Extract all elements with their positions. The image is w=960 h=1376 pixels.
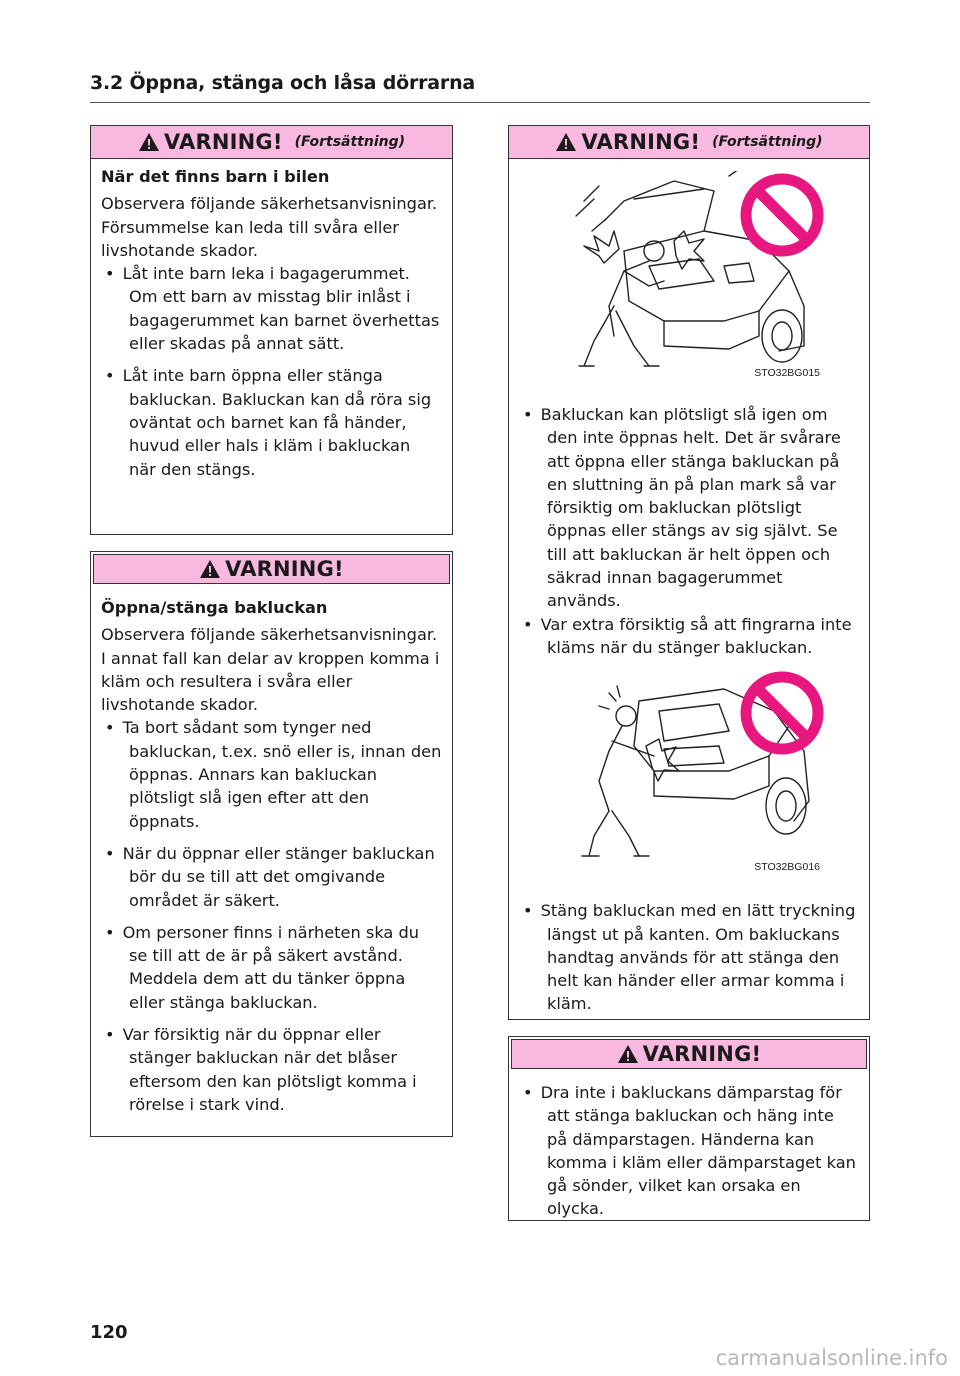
bullet-list bbox=[519, 1081, 859, 1221]
list-item: • Om personer finns i närheten ska du se till att de är på säkert avstånd. Meddela dem att du tänker öppna eller stänga bakluckan. bbox=[101, 921, 442, 1014]
illustration-tailgate-slam bbox=[554, 171, 824, 381]
list-item: • Låt inte barn leka i bagagerummet. Om ett barn av misstag blir inlåst i bagagerummet kan barnet överhettas eller skadas på annat sätt. bbox=[101, 262, 442, 355]
list-item: • Dra inte i bakluckans dämparstag för att stänga bakluckan och häng inte på dämparstagen. Händerna kan komma i kläm eller dämparstaget kan gå sönder, vilket kan orsaka en olycka. bbox=[519, 1081, 859, 1221]
warning-label: VARNING! bbox=[581, 130, 701, 154]
bullet-list bbox=[519, 403, 859, 659]
warning-label: VARNING! bbox=[225, 557, 344, 581]
section-title: 3.2 Öppna, stänga och låsa dörrarna bbox=[90, 72, 476, 94]
watermark[interactable]: carmanualsonline.info bbox=[715, 1346, 948, 1370]
list-item: • När du öppnar eller stänger bakluckan bör du se till att det omgivande området är säkert. bbox=[101, 842, 442, 912]
warning-label: VARNING! bbox=[642, 1042, 762, 1066]
list-item: • Var extra försiktig så att fingrarna inte kläms när du stänger bakluckan. bbox=[519, 613, 859, 660]
warning-box-tailgate-continued bbox=[508, 125, 870, 1020]
car-rear-person-illustration bbox=[554, 671, 824, 861]
bullet-list bbox=[101, 262, 442, 481]
box-intro: Observera följande säkerhetsanvisningar. I annat fall kan delar av kroppen komma i kläm och resultera i svåra eller livshotande skador. bbox=[101, 625, 440, 715]
prohibition-sign-icon bbox=[746, 677, 818, 749]
warning-label: VARNING! bbox=[163, 130, 283, 154]
bullet-list bbox=[101, 716, 442, 1116]
prohibition-sign-icon bbox=[746, 179, 818, 251]
warning-triangle-icon bbox=[617, 1044, 639, 1064]
continued-label: (Fortsättning) bbox=[712, 134, 823, 150]
warning-header bbox=[509, 126, 869, 159]
list-item: • Låt inte barn öppna eller stänga bakluckan. Bakluckan kan då röra sig oväntat och barnet kan få händer, huvud eller hals i kläm i bakluckan när den stängs. bbox=[101, 364, 442, 480]
box-subheading: När det finns barn i bilen bbox=[101, 167, 330, 186]
list-item: • Stäng bakluckan med en lätt tryckning längst ut på kanten. Om bakluckans handtag används för att stänga den helt kan händer eller armar komma i kläm. bbox=[519, 899, 859, 1015]
section-divider bbox=[90, 102, 870, 103]
warning-triangle-icon bbox=[138, 132, 160, 152]
warning-triangle-icon bbox=[555, 132, 577, 152]
illustration-code: STO32BG016 bbox=[754, 861, 820, 874]
box-intro: Observera följande säkerhetsanvisningar. Försummelse kan leda till svåra eller livshotande skador. bbox=[101, 194, 438, 260]
warning-box-children bbox=[90, 125, 453, 535]
warning-box-tailgate bbox=[90, 551, 453, 1137]
warning-header bbox=[511, 1039, 867, 1069]
warning-box-damper bbox=[508, 1036, 870, 1221]
warning-header bbox=[91, 126, 452, 159]
illustration-finger-pinch bbox=[554, 671, 824, 874]
bullet-list bbox=[519, 899, 859, 1015]
list-item: • Ta bort sådant som tynger ned bakluckan, t.ex. snö eller is, innan den öppnas. Annars kan bakluckan plötsligt slå igen efter att den öppnats. bbox=[101, 716, 442, 832]
car-rear-person-illustration bbox=[554, 171, 824, 371]
list-item: • Bakluckan kan plötsligt slå igen om den inte öppnas helt. Det är svårare att öppna eller stänga bakluckan på en sluttning än på plan mark så var försiktig om bakluckan plötsligt öppnas eller stängs av sig självt. Se till att bakluckan är helt öppen och säkrad innan bagagerummet används. bbox=[519, 403, 859, 613]
warning-triangle-icon bbox=[199, 559, 221, 579]
continued-label: (Fortsättning) bbox=[294, 134, 406, 150]
warning-header bbox=[93, 554, 450, 584]
list-item: • Var försiktig när du öppnar eller stänger bakluckan när det blåser eftersom den kan plötsligt komma i rörelse i stark vind. bbox=[101, 1023, 442, 1116]
illustration-code: STO32BG015 bbox=[754, 367, 820, 379]
box-subheading: Öppna/stänga bakluckan bbox=[101, 598, 328, 617]
page-number: 120 bbox=[90, 1322, 128, 1343]
